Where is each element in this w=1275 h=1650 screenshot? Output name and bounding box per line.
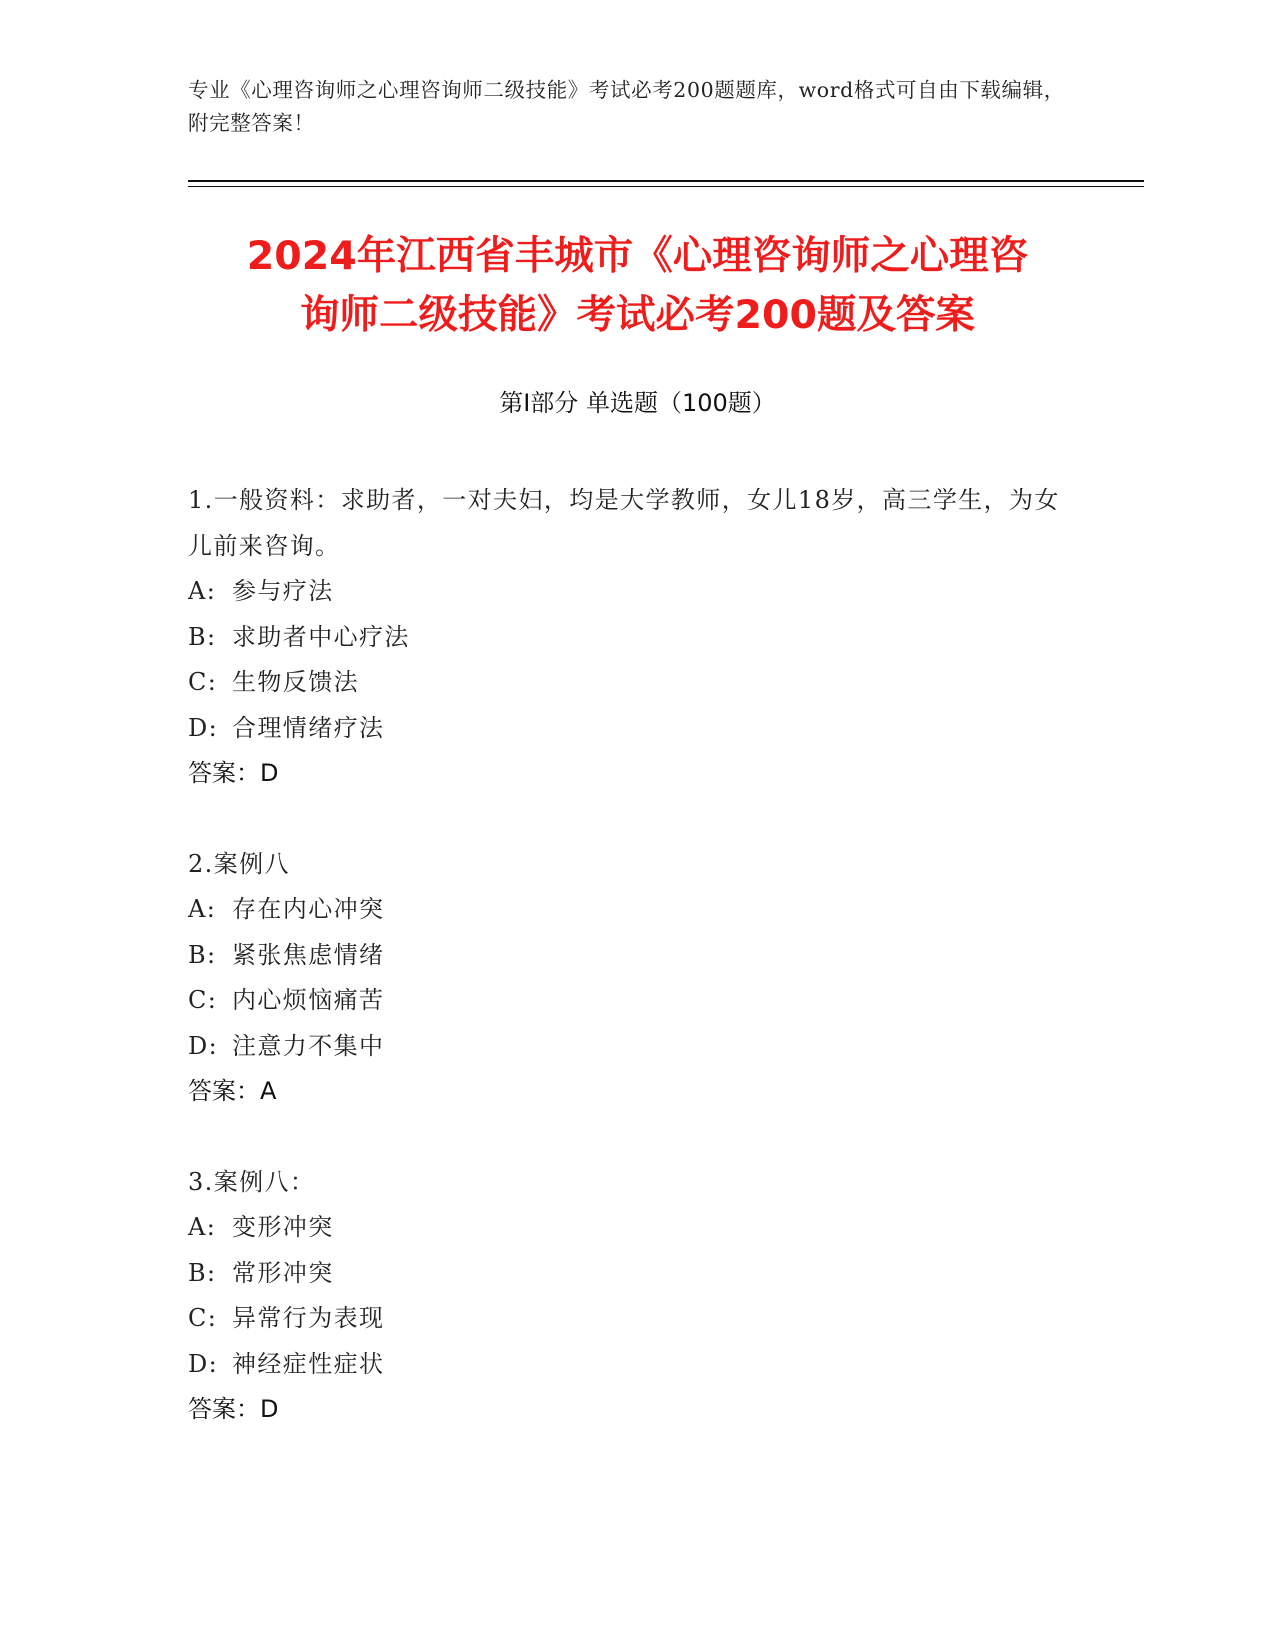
option-a bbox=[188, 1205, 1068, 1251]
option-label: B: bbox=[188, 622, 217, 651]
header-rule-thick bbox=[188, 180, 1144, 182]
option-label: B: bbox=[188, 940, 217, 969]
option-text: 求助者中心疗法 bbox=[232, 622, 410, 651]
option-text: 常形冲突 bbox=[232, 1258, 334, 1287]
answer: 答案：D bbox=[188, 1395, 279, 1423]
option-text: 内心烦恼痛苦 bbox=[232, 986, 385, 1014]
option-d bbox=[188, 1024, 1068, 1070]
question-list bbox=[188, 478, 1068, 1478]
option-c bbox=[188, 1296, 1068, 1342]
header-note: 专业《心理咨询师之心理咨询师二级技能》考试必考200题题库，word格式可自由下载编辑，附完整答案！ bbox=[188, 78, 1065, 135]
document-title bbox=[180, 227, 1095, 345]
option-text: 存在内心冲突 bbox=[232, 895, 385, 923]
option-c bbox=[188, 978, 1068, 1024]
option-text: 变形冲突 bbox=[232, 1213, 334, 1241]
option-text: 异常行为表现 bbox=[232, 1304, 385, 1332]
option-label: B: bbox=[188, 1258, 217, 1287]
question-3 bbox=[188, 1160, 1068, 1433]
option-text: 参与疗法 bbox=[232, 577, 334, 605]
question-2 bbox=[188, 842, 1068, 1115]
question-stem: 1.一般资料：求助者，一对夫妇，均是大学教师，女儿18岁，高三学生，为女儿前来咨询。 bbox=[188, 486, 1060, 560]
option-label: A: bbox=[188, 577, 217, 605]
answer: 答案：A bbox=[188, 1077, 277, 1105]
option-d bbox=[188, 706, 1068, 752]
header-rule-thin bbox=[188, 186, 1144, 187]
option-label: A: bbox=[188, 895, 217, 923]
option-label: D: bbox=[188, 1031, 219, 1060]
option-text: 生物反馈法 bbox=[232, 668, 359, 696]
question-1 bbox=[188, 478, 1068, 797]
option-label: D: bbox=[188, 1349, 219, 1378]
option-label: C: bbox=[188, 1304, 218, 1332]
option-d bbox=[188, 1342, 1068, 1388]
option-label: C: bbox=[188, 668, 218, 696]
document-title-line-2: 询师二级技能》考试必考200题及答案 bbox=[300, 292, 975, 338]
option-a bbox=[188, 887, 1068, 933]
option-label: D: bbox=[188, 713, 219, 742]
option-c bbox=[188, 660, 1068, 706]
section-title: 第Ⅰ部分 单选题（100题） bbox=[499, 389, 776, 417]
option-a bbox=[188, 569, 1068, 615]
answer: 答案：D bbox=[188, 759, 279, 787]
option-text: 注意力不集中 bbox=[232, 1031, 385, 1060]
document-title-line-1: 2024年江西省丰城市《心理咨询师之心理咨 bbox=[246, 233, 1029, 279]
option-b bbox=[188, 933, 1068, 979]
question-stem: 2.案例八 bbox=[188, 849, 290, 878]
option-label: A: bbox=[188, 1213, 217, 1241]
option-text: 合理情绪疗法 bbox=[232, 713, 385, 742]
option-text: 紧张焦虑情绪 bbox=[232, 940, 385, 969]
option-b bbox=[188, 615, 1068, 661]
option-text: 神经症性症状 bbox=[232, 1349, 385, 1378]
option-b bbox=[188, 1251, 1068, 1297]
question-stem: 3.案例八： bbox=[188, 1167, 316, 1196]
option-label: C: bbox=[188, 986, 218, 1014]
